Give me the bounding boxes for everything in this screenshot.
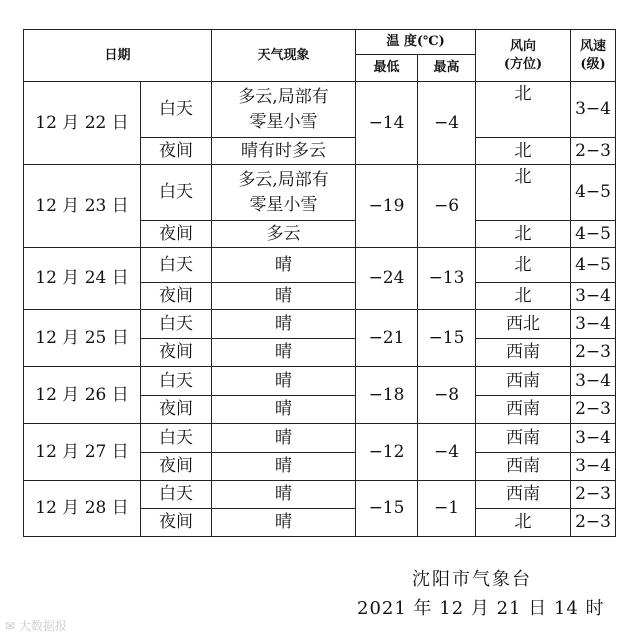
temp-high-cell: −4 — [418, 82, 476, 165]
wind-direction-cell: 西南 — [476, 481, 571, 509]
header-row — [24, 30, 616, 55]
wind-speed-cell: 3−4 — [571, 310, 616, 339]
header-wind-direction-line1: 风向 — [510, 38, 537, 54]
wind-direction-cell: 北 — [476, 82, 571, 138]
issuing-organization: 沈阳市气象台 — [412, 569, 532, 590]
period-cell: 白天 — [141, 424, 212, 453]
header-weather: 天气现象 — [212, 30, 356, 82]
weather-cell: 晴 — [212, 283, 356, 310]
date-cell: 12 月 22 日 — [24, 82, 141, 165]
weather-cell: 晴 — [212, 248, 356, 283]
table-row — [24, 424, 616, 453]
period-cell: 白天 — [141, 248, 212, 283]
wind-direction-cell: 西北 — [476, 310, 571, 339]
wind-speed-cell: 3−4 — [571, 367, 616, 396]
date-cell: 12 月 24 日 — [24, 248, 141, 310]
temp-high-cell: −6 — [418, 165, 476, 248]
period-cell: 夜间 — [141, 283, 212, 310]
issue-timestamp: 2021 年 12 月 21 日 14 时 — [357, 598, 605, 619]
wind-speed-cell: 3−4 — [571, 283, 616, 310]
temp-high-cell: −1 — [418, 481, 476, 537]
temp-high-cell: −8 — [418, 367, 476, 424]
date-cell: 12 月 28 日 — [24, 481, 141, 537]
temp-low-cell: −18 — [356, 367, 418, 424]
weather-cell: 晴 — [212, 367, 356, 396]
wind-speed-cell: 2−3 — [571, 339, 616, 367]
watermark-logo — [5, 617, 67, 634]
period-cell: 白天 — [141, 310, 212, 339]
weather-cell: 晴 — [212, 339, 356, 367]
temp-low-cell: −21 — [356, 310, 418, 367]
header-wind-speed-line1: 风速 — [580, 38, 607, 54]
wind-direction-cell: 西南 — [476, 396, 571, 424]
period-cell: 夜间 — [141, 453, 212, 481]
period-cell: 白天 — [141, 481, 212, 509]
weather-cell: 晴有时多云 — [212, 138, 356, 165]
temp-low-cell: −14 — [356, 82, 418, 165]
wind-direction-cell: 北 — [476, 221, 571, 248]
weather-line: 零星小雪 — [249, 194, 318, 215]
header-wind-direction-line2: (方位) — [503, 56, 543, 72]
table-row — [24, 248, 616, 283]
date-cell: 12 月 26 日 — [24, 367, 141, 424]
period-cell: 夜间 — [141, 221, 212, 248]
weather-line: 零星小雪 — [249, 111, 318, 132]
wind-speed-cell: 4−5 — [571, 165, 616, 221]
watermark-icon: ✉ — [5, 619, 16, 633]
period-cell: 夜间 — [141, 509, 212, 537]
wind-speed-cell: 4−5 — [571, 248, 616, 283]
wind-speed-cell: 2−3 — [571, 138, 616, 165]
wind-direction-cell: 西南 — [476, 453, 571, 481]
wind-direction-cell: 北 — [476, 248, 571, 283]
table-row — [24, 481, 616, 509]
weather-line: 多云,局部有 — [238, 169, 329, 190]
header-temp-low: 最低 — [356, 55, 418, 82]
wind-speed-cell: 3−4 — [571, 82, 616, 138]
period-cell: 夜间 — [141, 396, 212, 424]
temp-low-cell: −19 — [356, 165, 418, 248]
header-wind-direction — [476, 30, 571, 82]
wind-direction-cell: 北 — [476, 138, 571, 165]
period-cell: 白天 — [141, 165, 212, 221]
wind-speed-cell: 2−3 — [571, 481, 616, 509]
temp-high-cell: −13 — [418, 248, 476, 310]
wind-direction-cell: 西南 — [476, 339, 571, 367]
weather-cell: 晴 — [212, 310, 356, 339]
period-cell: 白天 — [141, 82, 212, 138]
weather-cell: 晴 — [212, 424, 356, 453]
temp-low-cell: −12 — [356, 424, 418, 481]
weather-cell: 晴 — [212, 396, 356, 424]
wind-direction-cell: 西南 — [476, 367, 571, 396]
temp-low-cell: −24 — [356, 248, 418, 310]
temp-high-cell: −15 — [418, 310, 476, 367]
wind-speed-cell: 3−4 — [571, 453, 616, 481]
period-cell: 夜间 — [141, 339, 212, 367]
date-cell: 12 月 27 日 — [24, 424, 141, 481]
header-wind-speed-line2: (级) — [580, 56, 606, 72]
weather-line: 多云,局部有 — [238, 86, 329, 107]
wind-speed-cell: 2−3 — [571, 509, 616, 537]
period-cell: 白天 — [141, 367, 212, 396]
period-cell: 夜间 — [141, 138, 212, 165]
date-cell: 12 月 25 日 — [24, 310, 141, 367]
wind-speed-cell: 4−5 — [571, 221, 616, 248]
wind-direction-cell: 北 — [476, 509, 571, 537]
watermark-text: 大数据报 — [18, 619, 67, 633]
wind-direction-cell: 北 — [476, 165, 571, 221]
header-temp-high: 最高 — [418, 55, 476, 82]
weather-cell: 晴 — [212, 481, 356, 509]
date-cell: 12 月 23 日 — [24, 165, 141, 248]
weather-cell: 晴 — [212, 453, 356, 481]
wind-direction-cell: 北 — [476, 283, 571, 310]
wind-speed-cell: 3−4 — [571, 424, 616, 453]
wind-speed-cell: 2−3 — [571, 396, 616, 424]
weather-cell — [212, 165, 356, 221]
temp-low-cell: −15 — [356, 481, 418, 537]
wind-direction-cell: 西南 — [476, 424, 571, 453]
temp-high-cell: −4 — [418, 424, 476, 481]
weather-cell: 多云 — [212, 221, 356, 248]
weather-cell — [212, 82, 356, 138]
table-row — [24, 367, 616, 396]
header-date: 日期 — [24, 30, 212, 82]
table-row — [24, 165, 616, 221]
table-row — [24, 310, 616, 339]
weather-cell: 晴 — [212, 509, 356, 537]
weather-forecast-table — [23, 29, 616, 537]
header-wind-speed — [571, 30, 616, 82]
header-temperature: 温 度(℃) — [356, 30, 476, 55]
table-row — [24, 82, 616, 138]
